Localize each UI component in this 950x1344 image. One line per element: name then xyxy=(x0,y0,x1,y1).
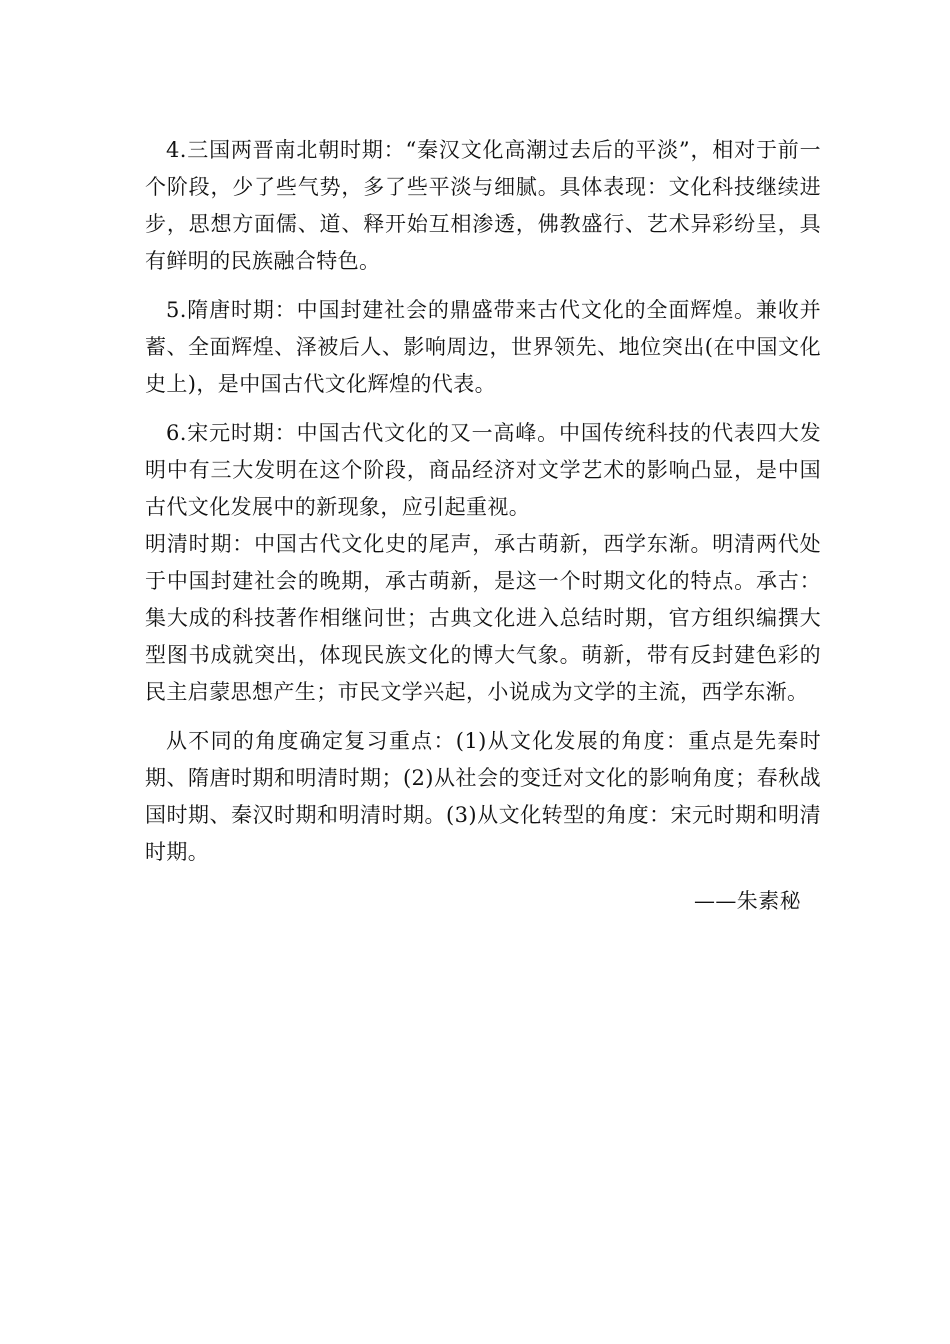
paragraph-three-kingdoms: 4.三国两晋南北朝时期：“秦汉文化高潮过去后的平淡”，相对于前一个阶段，少了些气势，多了些平淡与细腻。具体表现：文化科技继续进步，思想方面儒、道、释开始互相渗透，佛教盛行、艺术异彩纷呈，具有鲜明的民族融合特色。 xyxy=(145,138,821,273)
paragraph-song-yuan: 6.宋元时期：中国古代文化的又一高峰。中国传统科技的代表四大发明中有三大发明在这个阶段，商品经济对文学艺术的影响凸显，是中国古代文化发展中的新现象，应引起重视。 xyxy=(145,421,821,519)
paragraph-sui-tang: 5.隋唐时期：中国封建社会的鼎盛带来古代文化的全面辉煌。兼收并蓄、全面辉煌、泽被后人、影响周边，世界领先、地位突出(在中国文化史上)，是中国古代文化辉煌的代表。 xyxy=(145,298,821,396)
paragraph-review-focus: 从不同的角度确定复习重点：(1)从文化发展的角度：重点是先秦时期、隋唐时期和明清时期；(2)从社会的变迁对文化的影响角度；春秋战国时期、秦汉时期和明清时期。(3)从文化转型的角度：宋元时期和明清时期。 xyxy=(145,729,821,864)
document-body xyxy=(145,132,821,920)
paragraph-ming-qing: 明清时期：中国古代文化史的尾声，承古萌新，西学东渐。明清两代处于中国封建社会的晚期，承古萌新，是这一个时期文化的特点。承古：集大成的科技著作相继问世；古典文化进入总结时期，官方组织编撰大型图书成就突出，体现民族文化的博大气象。萌新，带有反封建色彩的民主启蒙思想产生；市民文学兴起，小说成为文学的主流，西学东渐。 xyxy=(145,532,821,704)
author-signature: ——朱素秘 xyxy=(694,889,801,913)
